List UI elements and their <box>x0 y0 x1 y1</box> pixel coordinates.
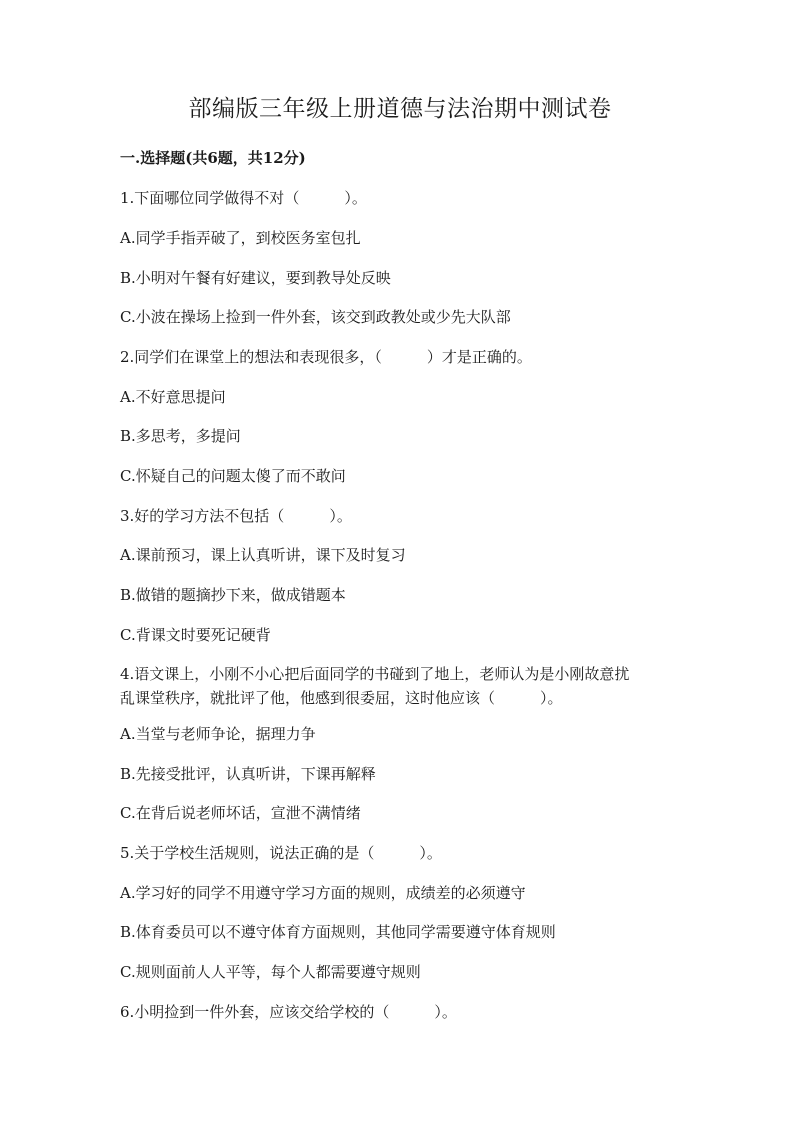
question-2-option-c: C.怀疑自己的问题太傻了而不敢问 <box>120 467 346 485</box>
question-5-stem: 5.关于学校生活规则，说法正确的是（ ）。 <box>120 844 442 862</box>
question-1-option-a: A.同学手指弄破了，到校医务室包扎 <box>120 229 361 247</box>
question-6-stem: 6.小明捡到一件外套，应该交给学校的（ ）。 <box>120 1003 457 1021</box>
question-1-stem: 1.下面哪位同学做得不对（ ）。 <box>120 189 367 207</box>
question-5-option-c: C.规则面前人人平等，每个人都需要遵守规则 <box>120 963 421 981</box>
question-4-stem-line-2: 乱课堂秩序，就批评了他，他感到很委屈，这时他应该（ ）。 <box>120 689 563 707</box>
question-1-option-c: C.小波在操场上捡到一件外套，该交到政教处或少先大队部 <box>120 308 511 326</box>
question-5-option-a: A.学习好的同学不用遵守学习方面的规则，成绩差的必须遵守 <box>120 884 526 902</box>
question-4-option-a: A.当堂与老师争论，据理力争 <box>120 725 316 743</box>
page-title: 部编版三年级上册道德与法治期中测试卷 <box>188 96 612 122</box>
question-2-option-b: B.多思考，多提问 <box>120 427 241 445</box>
question-3-stem: 3.好的学习方法不包括（ ）。 <box>120 507 352 525</box>
question-3-option-b: B.做错的题摘抄下来，做成错题本 <box>120 586 346 604</box>
question-4-option-b: B.先接受批评，认真听讲，下课再解释 <box>120 765 376 783</box>
section-heading: 一.选择题(共6题，共12分) <box>120 149 306 167</box>
question-3-option-a: A.课前预习，课上认真听讲，课下及时复习 <box>120 546 406 564</box>
question-4-stem-line-1: 4.语文课上，小刚不小心把后面同学的书碰到了地上，老师认为是小刚故意扰 <box>120 665 630 683</box>
question-4-option-c: C.在背后说老师坏话，宣泄不满情绪 <box>120 804 361 822</box>
question-5-option-b: B.体育委员可以不遵守体育方面规则，其他同学需要遵守体育规则 <box>120 923 556 941</box>
question-3-option-c: C.背课文时要死记硬背 <box>120 626 271 644</box>
question-2-option-a: A.不好意思提问 <box>120 388 226 406</box>
question-2-stem: 2.同学们在课堂上的想法和表现很多，（ ）才是正确的。 <box>120 348 532 366</box>
question-1-option-b: B.小明对午餐有好建议，要到教导处反映 <box>120 269 391 287</box>
